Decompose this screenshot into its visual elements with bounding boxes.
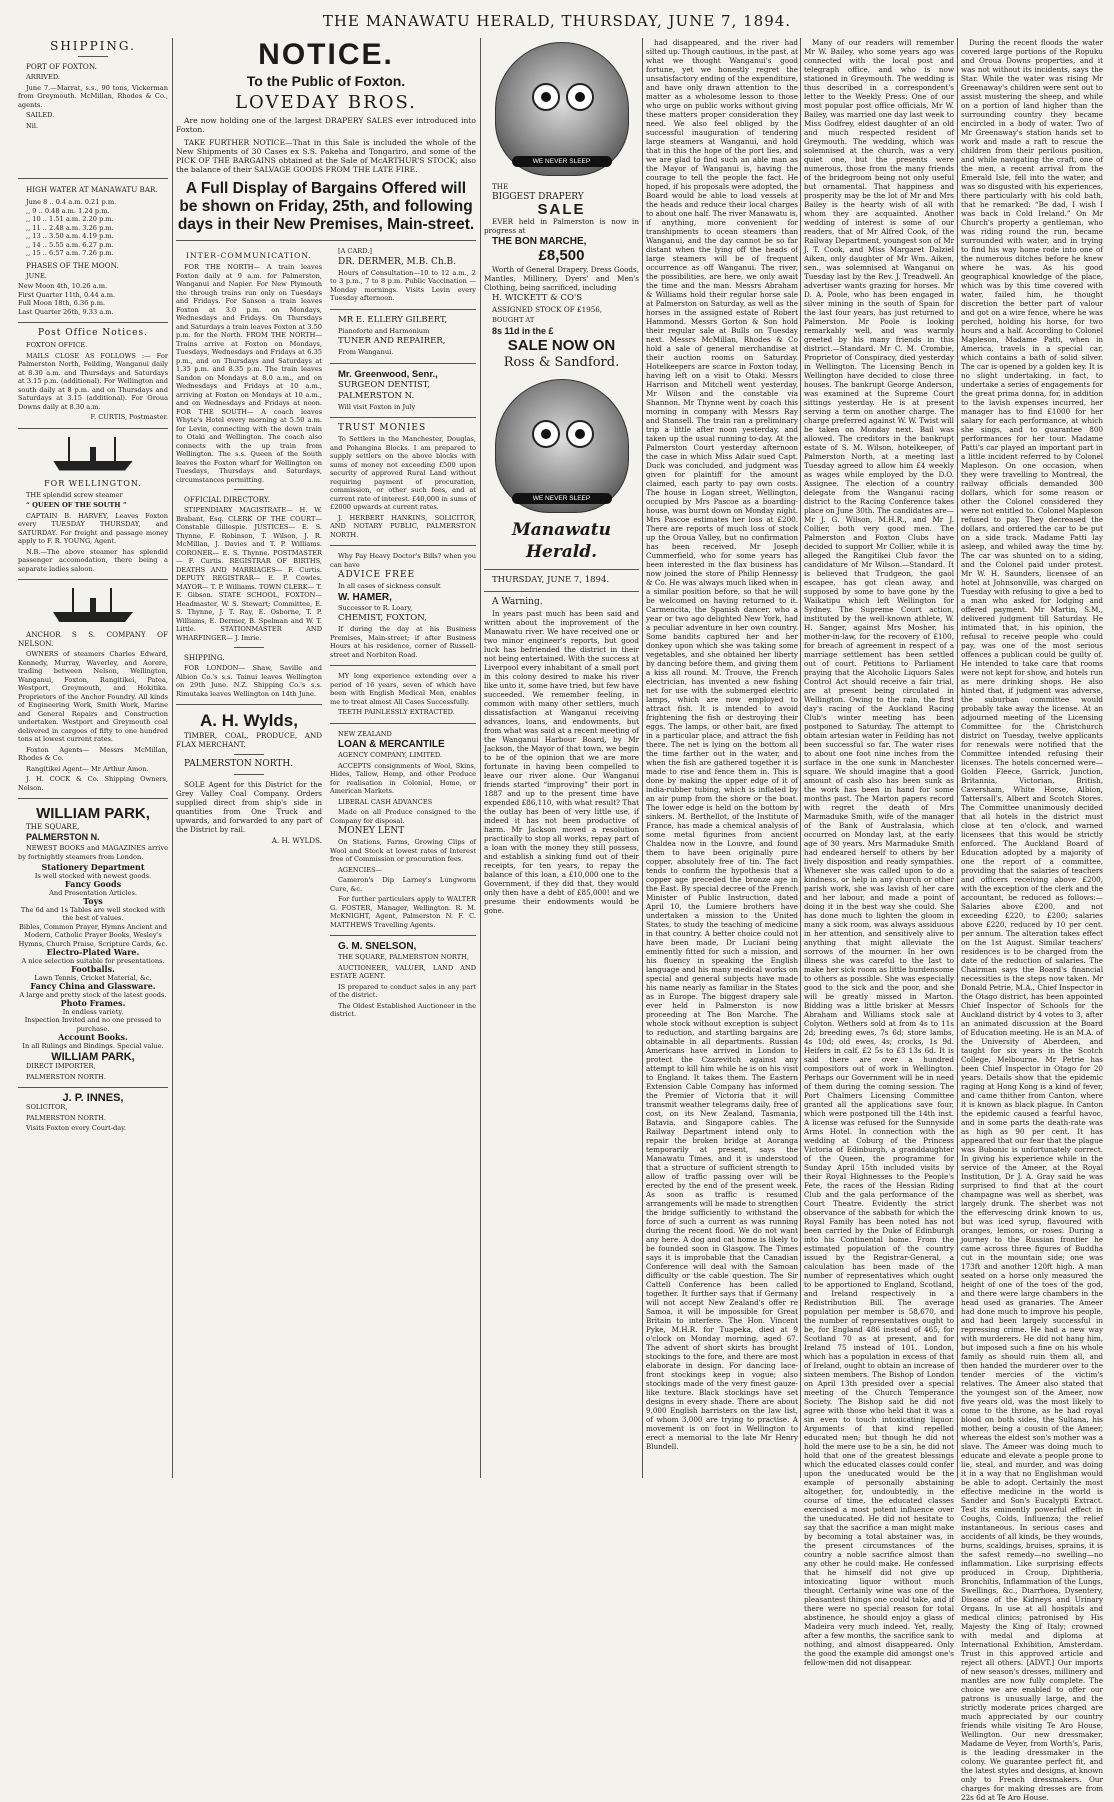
hamer-trade: CHEMIST, FOXTON, xyxy=(338,613,427,623)
shipping-heading: SHIPPING. xyxy=(50,39,136,53)
wickett-price: 8s 11d in the £ xyxy=(492,325,554,336)
paper-title: Manawatu Herald. xyxy=(511,519,612,562)
sale-ever: EVER held in Palmerston is now in progress at xyxy=(484,217,639,235)
loveday-further: TAKE FURTHER NOTICE—That in this Sale is included the whole of the New Shipments of 30 Cases ex S.S. Pakeha and Tongariro, and some of the PICK OF THE BARGAINS obtained at the Sale of McARTHUR'S STOCK; also the balance of their SALVAGE GOODS FROM THE LATE FIRE. xyxy=(176,138,476,174)
masthead: THE MANAWATU HERALD, THURSDAY, JUNE 7, 1894. xyxy=(322,12,792,30)
sale-amount: £8,500 xyxy=(538,247,585,264)
list-item: The 6d and 1s Tables are well stocked with the best of values. xyxy=(20,905,166,922)
moon-month: JUNE. xyxy=(26,271,47,280)
wickett-assigned: ASSIGNED STOCK OF £1956, xyxy=(492,305,603,314)
wylds-heading: A. H. Wylds, xyxy=(200,711,298,730)
agencies-text: Cameron's Dip Larney's Lungworm Cure, &c. xyxy=(330,876,476,893)
gilbert-heading: MR E. ELLERY GILBERT, xyxy=(338,314,448,325)
greenwood-sub: SURGEON DENTIST, xyxy=(338,379,430,390)
anchor-heading: ANCHOR S S. COMPANY OF NELSON. xyxy=(18,630,168,648)
wylds-town: PALMERSTON NORTH. xyxy=(184,759,294,769)
moon-row: Full Moon 18th, 6.36 p.m. xyxy=(18,299,106,307)
steamer-name: “ QUEEN OF THE SOUTH ” xyxy=(26,501,127,509)
trust-text: To Settlers in the Manchester, Douglas, and Pohangina Blocks. I am prepared to supply settlers on the above blocks with sums of money not exceeding £500 upon security of approved Rural Land without requiring payment of procuration, commission, or other such fees, and at current rate of interest. £40,000 in sums of £2000 upwards at current rates. xyxy=(330,435,476,511)
tide-row: June 8 .. 0.4 a.m. 0.21 p.m. xyxy=(26,198,117,206)
divider xyxy=(78,56,108,57)
post-office-sign: F. CURTIS, Postmaster. xyxy=(90,413,168,421)
owl-icon xyxy=(495,42,629,176)
list-item: Fancy China and Glassware. xyxy=(30,981,156,991)
money-heading: MONEY LENT xyxy=(338,826,405,836)
divider xyxy=(18,1087,168,1088)
sale-now-on: SALE NOW ON xyxy=(507,336,616,354)
greenwood-town: PALMERSTON N. xyxy=(338,390,415,401)
divider xyxy=(330,665,476,666)
divider xyxy=(234,489,264,490)
wylds-sub: TIMBER, COAL, PRODUCE, AND FLAX MERCHANT. xyxy=(176,731,322,749)
inter-heading: INTER-COMMUNICATION. xyxy=(186,251,312,260)
column-rule xyxy=(480,38,481,1478)
moon-row: New Moon 4th, 10.26 a.m. xyxy=(18,282,108,290)
loan-text: ACCEPTS consignments of Wool, Skins, Hides, Tallow, Hemp, and other Produce for realisation in Colonial, Home, or American Markets. xyxy=(330,761,476,795)
column-5 xyxy=(804,38,954,1667)
agencies-heading: AGENCIES— xyxy=(338,865,383,874)
snelson-text: IS prepared to conduct sales in any part of the district. xyxy=(330,982,476,999)
gilbert-sub: Pianoforte and Harmonium xyxy=(338,326,430,335)
loan-title-3: AGENCY COMPANY, LIMITED. xyxy=(338,751,443,759)
news-text: During the recent floods the water covered large portions of the Ropuku and Oroua Downs properties, and it was not without its incidents, says the Star. While the water was rising Mr Greenaway's children were sent out to assist mustering the sheep, and while on a portion of land higher than the surrounding country they became encircled in a body of water. Two of Mr Greenaway's station hands set to work and made a raft to rescue the children from their perilous position, and while navigating the craft, one of the men, a recent arrival from the Emerald Isle, fell into the water, and was so disgusted with his experiences, there particularly with his cold bath, that he remarked: “Be dad, I wish I was back in Cold Ireland.” On Mr Church's property a gentleman, who was riding round the run, became surrounded with water, and in trying to find his way home rode into one of the numerous ditches before he knew where he was. As his good geographical knowledge of the place, which was by this time covered with water, failed him, he thought discretion the better part of valour and got on a wire fence, where he was perched, holding his horse, for two hours and a half. According to Colonel Mapleson, Madame Patti, when in America, travels in a special car, which contains a bath of solid silver. The car is opened by a golden key. It is no slight undertaking, in fact, to undertake a series of engagements for the great prima donna, for, in addition to the lavish expenses incurred, her manager has to find £1000 for her salary for each performance, at which she sings, and to guarantee 800 performances for her tour. Madame Patti's car played an important part in a little incident referred to by Colonel Mapleson. On one occasion, when they were travelling to Montreal, the railway officials demanded 300 dollars, which for some reason or other the Colonel considered they were not entitled to. Colonel Mapleson refused to pay. They decreased the dollars, and ordered the car to be put on a side track. Madame Patti lay asleep, and whiled away the time by. The car was shunted on to a siding, and the Colonel paid under protest. Mr W. H. Saunders, licensee of an hotel at Johnsonville, was charged on Tuesday with refusing to give a bed to a man who asked for lodging and offered payment. Mr Martin, S.M., delivered judgment till Saturday. He intimated that, in his opinion, the refusal to receive people who could pay, was one of the most serious offences a publican could be guilty of. He intended to take care that rooms were not kept for show, and hotels run as mere drinking shops. He also hinted that, if judgment was adverse, the suburban committee would probably take away the license. At an adjourned meeting of the Licensing Committee for the Christchurch district on Tuesday, twelve applicants for renewals were notified that the Committee intended refusing their licenses. The hotels concerned were—Golden Fleece, Garrick, Junction, Britannia, Victorian, British, Caversham, White Horse, Albion, Tattersall's, Albert and Scotch Stores. The Committee unanimously decided that all hotels in the district must close at ten o'clock, and warned licensees that this would be strictly enforced. The Auckland Board of Education adopted by a majority of one the report of a committee, providing that the salaries of teachers and officers receiving above £200, with the exception of the clerk and the accountant, be reduced as follows:—Salaries above £200, and not exceeding £220, to £200; salaries above £220, reduced by 10 per cent. per annum. The alteration takes effect on the 1st August. Similar teachers' residences is to be charged from the date of the reduction of salaries. The Chairman says the Board's financial necessities is the steps now taken. Mr Donald Petrie, M.A., Chief Inspector in the Otago district, has been appointed Chief Inspector of Schools for the Auckland district by 4 votes to 3, after an animated discussion at the Board of Education meeting. He is an M.A. of the University of Aberdeen, and taught for six years in the Scotch College, Melbourne. Mr Petrie has been Chief Inspector in Otago for 20 years. Details show that the epidemic raging at Hong Kong is a kind of fever, and came thither from Canton, where it is known as black plague. In Canton the epidemic caused a fearful havoc, and in some parts the death-rate was as high as 90 per cent. It has appeared that our fear that the plague was Bubonic is unfortunately correct. In giving his experience while in the service of the Ameer, at the Royal Institution, Dr J. A. Gray said he was surprised to find that at the court champagne was well as sherbet, was largely drunk. The sherbet was not the effervescing drink known to us, but was iced syrup, flavoured with oranges, lemons, or roses. During a journey to the Russian frontier he came across three figures of Buddha cut in the mountain side; one was 173ft and another 120ft high. A man seated on a horse only measured the height of one of the toes of the god, and there were large chambers in the head used as granaries. The Ameer had done much to improve his people, and had been largely successful in repressing crime. He had a new way with murderers. He did not hang him, but imposed such a fine on his whole family as should ruin them all, and then handed the murderer over to the tender mercies of the victim's relatives. The Ameer also stated that the youngest son of the Ameer, now five years old, was the most likely to come to the throne, as he had royal blood on both sides, the Sultana, his mother, being a cousin of the Ameer, whereas the eldest son's mother was a slave. The Ameer was doing much to educate and elevate a people prone to lie, steal, and murder, and was doing it in a way that no Englishman would be able to adopt. Certainly the most effective medicine in the world is Sander and Son's Eucalypti Extract. Test its eminently powerful effect in Coughs, Colds, Influenza; the relief instantaneous. In serious cases and accidents of all kinds, be they wounds, burns, scaldings, bruises, sprains, it is the safest remedy—no swelling—no inflammation. Like surprising effects produced in Croup, Diphtheria, Bronchitis, Inflammation of the Lungs, Swellings, &c., Diarrhoea, Dysentery, Disease of the Kidneys and Urinary Organs. In use at all hospitals and medical clinics; patronised by His Majesty the King of Italy; crowned with medal and diploma at International Exhibition, Amsterdam. Trust in this approved article and reject all others. [ADVT.] Our imports of new season's dresses, millinery and mantles are now fully complete. The choice we are enabled to offer our patrons is unusually large, and the strictly moderate prices charged are much appreciated by our country friends while visiting Te Aro House, Wellington. Our new dressmaker, Madame de Veyer, from Worth's, Paris, is the leading dressmaker in the colony. We guarantee perfect fit, and the latest styles and designs, at known only to French dressmakers. Our charges for making dresses are from 22s 6d at Te Aro House. xyxy=(961,38,1104,1802)
divider xyxy=(18,428,168,429)
tide-row: ,, 14 .. 5.55 a.m. 6.27 p.m. xyxy=(26,240,114,249)
money-text: On Stations, Farms, Growing Clips of Wool and Stock at lowest rates of Interest free of Commission or procuration fees. xyxy=(330,838,476,863)
column-2-right xyxy=(330,247,476,1021)
gilbert-from: From Wanganui. xyxy=(338,348,394,356)
dermer-card: [A CARD.] xyxy=(338,247,372,255)
arrived-text: June 7.—Marrat, s.s., 90 tons, Vickerman from Greymouth. McMillan, Rhodes & Co., agents. xyxy=(18,83,168,109)
steamer-text: CAPTAIN B. HARVEY, Leaves Foxton every TUESDAY THURSDAY, and SATURDAY. For freight and passage money apply to F. R. YOUNG, Agent. xyxy=(18,511,168,545)
column-2 xyxy=(176,38,476,1478)
loveday-sales: Are now holding one of the largest DRAPERY SALES ever introduced into Foxton. xyxy=(176,116,476,134)
column-4 xyxy=(646,38,798,1478)
park-square: THE SQUARE, xyxy=(26,822,80,831)
steamship-icon xyxy=(48,435,138,475)
divider xyxy=(18,798,168,799)
advice-free: ADVICE FREE xyxy=(338,570,416,580)
list-item: Footballs. xyxy=(71,964,115,974)
list-item: In endless variety. xyxy=(62,1007,124,1016)
news-text: had disappeared, and the river had silted up. Though cautious, in the past, at what we thought Wanganui's good fortune, yet we honestly regret the unsatisfactory ending of the expenditure, and have only drawn attention to the matter as a wholesome lesson to those who urge on public works without giving these matters proper consideration they need. We also feel obliged by the successful inauguration of tendering large steamers at Wanganui, and hold that in this the hope of the port lies, and we are glad to find such an able man as the Mayor of Wanganui is, having the courage to tell the people the fact. He hoped, if his proposals were adopted, the Board would be able to load vessels at the heads and reduce their local charges to about one half. The river Manawatu is, if anything, more convenient for transhipments to ocean steamers than Wanganui, and the day cannot be so far distant when the lying off the heads of large steamers will be of frequent occurrence as off Wanganui. The river, the possibilities, are here, we only await the time and the man. Messrs Abraham & Williams hold their regular horse sale at Palmerston on Saturday, as well as the horses in the assigned estate of Robert Hammond. Messrs Gorton & Son hold their regular sale at Bulls on Tuesday next. Messrs McMillan, Rhodes & Co hold a sale of general merchandise at their auction rooms on Saturday. Hotelkeepers are scarce in Foxton today, having left on a visit to Otaki. Messrs Harrison and Mitchell went yesterday, Mr Wilson and the constable via Shannon. Mr Thynne went by coach this morning in company with Messrs Ray and Stansell. The train ran a preliminary trip a little after noon yesterday, and taken up the usual running to-day. At the Palmerston Court yesterday afternoon the case in which Miss Adair sued Capt. Duck was concluded, and judgment was given for plaintiff for the amount claimed, each party to pay own costs. The house in Logan street, Wellington, occupied by Mrs Pascoe as a boarding-house, was burnt down on Monday night. Mrs Pascoe estimates her loss at £200. There are reports of much loss of stock up the Oroua Valley, but no confirmation has been received. Mr Joseph Cummerfield, who for some years has been interested in the flax business has now joined the store of Philip Hennessy & Co. He was always much liked when in a similar position before, so that he will be welcomed on having returned to it. Carmencita, the Spanish dancer, who a year or two ago delighted New York, had a peculiar adventure in her own country. Some bandits captured her and her donkey upon which she was taking some vegetables, and she obtained her liberty by dancing before them, and giving them a kiss all round. M. Trouve, the French electrician, has invented a new fishing net for use with the submerged electric lamps, which are now employed to attract fish. It is intended to avoid frightening the fish or destroying their eggs. The lamps, or other bait, are fixed in a particular place, and attract the fish there. The net is lying on the bottom all the time farther out in the water, and when the fish are gathered together it is made to rise and fence them in. This is done by making the upper edge of it of india-rubber tubing, which is inflated by an air pump from the shore or the boat. The lower edge is held on the bottom by sinkers. M. Berthellot, of the Institute of France, has made a chemical analysis of some metal figurines from ancient Chaldea now in the Louvre, and found them to have been originally pure copper, absolutely free of tin. The fact tends to confirm the hypothesis that a copper age preceded the bronze age in the East. By special decree of the French Minister of Public Instruction, dated April 10, the Lumiere brothers have undertaken a mission to the United States, to study the teaching of medicine in that country. A better choice could not have been made, Dr Luciani being eminently fitted for such a mission, and his fluency in speaking the English language and his many medical works on special and general subjects have made his name nearly as familiar in the States as in Europe. The biggest drapery sale ever held in Palmerston is now proceeding at The Bon Marche. The whole stock without exception is subject to reduction, and startling bargains are obtainable in all departments. Russian Americans have arrived in London to protect the Czarevitch against any attempt to kill him while he is on his visit to England. It takes them. The Eastern Extension Cable Company has informed the Premier of Victoria that it will transmit weather telegrams daily, free of cost, on its New Zealand, Tasmania, Batavia, and Singapore cables. The Railway Department intend only to repair the broken bridge at Aoranga temporarily at present, says the Manawatu Times, and it is understood that a structure of sufficient strength to allow of traffic passing over will be erected by the end of the present week. As soon as traffic is resumed arrangements will be made to strengthen the bridge sufficiently to withstand the force of such a current as was running during the recent flood. We do not want any here. A dog and cat home is likely to be founded soon in Glasgow. The Times says it is improbable that the Canadian Conference will deal with the Samoan difficulty or the cable question. The Sir Cattell Conference has been called together. It further says that if Germany will not accept New Zealand's offer re Samoa, it will be impossible for Great Britain to interfere. The Hon. Vincent Pyke, M.H.R. for Tuapeka, died at 9 o'clock on Monday morning, aged 67. The advent of short skirts has brought stockings to the fore, and there are most elaborate in design. For dancing lace-front stockings keep in vogue; also stockings made of the very finest gauze-like texture. Black stockings have set designs in every shade. There are about 9,000 English barristers on the law list, of whom 3,000 are trying to practise. A movement is on foot in Wellington to erect a memorial to the late Mr Henry Blundell. xyxy=(646,38,798,1451)
tide-row: ,, 13 .. 3.50 a.m. 4.19 p.m. xyxy=(26,232,114,240)
divider xyxy=(484,591,639,592)
anchor-text: OWNERS of steamers Charles Edward, Kennedy, Murray, Waverley, and Aorere, trading between Nelson, Wellington, Wanganui, Foxton, Rangitikei, Patea, Westport, Greymouth, and Hokitika. Proprietors of the Anchor Foundry. All kinds of Engineering Work, Smith Work, Marine and General Repairs and Construction undertaken. Westport and Greymouth coal delivered in cargoes of fifty to one hundred tons at lowest current rates. xyxy=(18,650,168,743)
divider xyxy=(330,309,476,310)
advice-question: Why Pay Heavy Doctor's Bills? when you can have xyxy=(330,552,476,569)
wickett-bought: BOUGHT AT xyxy=(492,316,535,324)
dermer-heading: DR. DERMER, M.B. Ch.B. xyxy=(338,256,456,267)
greenwood-heading: Mr. Greenwood, Senr., xyxy=(338,368,438,380)
list-item: Fancy Goods xyxy=(64,879,122,889)
snelson-note: The Oldest Established Auctioneer in the district. xyxy=(330,1001,476,1018)
moon-row: Last Quarter 26th, 9.33 a.m. xyxy=(18,307,114,316)
loan-cash: LIBERAL CASH ADVANCES xyxy=(338,797,433,806)
list-item: A nice selection suitable for presentations. xyxy=(21,956,165,965)
wylds-text: SOLE Agent for this District for the Grey Valley Coal Company. Orders supplied direct from ship's side in quantities from One Truck and upwards, and forwarded to any part of the District by rail. xyxy=(176,780,322,834)
divider xyxy=(234,754,264,755)
trust-heading: TRUST MONIES xyxy=(338,423,427,433)
wellington-heading: FOR WELLINGTON. xyxy=(44,478,142,488)
owl-banner: WE NEVER SLEEP xyxy=(512,493,612,504)
innes-sub: SOLICITOR, xyxy=(26,1103,68,1111)
moon-heading: PHASES OF THE MOON. xyxy=(26,260,119,270)
wickett-heading: H. WICKETT & CO'S xyxy=(492,293,583,303)
advice-cases: In all cases of sickness consult xyxy=(338,582,441,590)
list-item: Photo Frames. xyxy=(60,998,126,1008)
loan-title-2: LOAN & MERCANTILE xyxy=(338,739,445,750)
column-1 xyxy=(18,38,168,1478)
list-item: Is well stocked with newest goods. xyxy=(34,871,152,880)
trust-sign: J. HERBERT HANKINS, SOLICITOR, AND NOTARY PUBLIC, PALMERSTON NORTH. xyxy=(330,513,476,539)
hamer-text: If during the day at his Business Premises, Main-street; if after Business Hours at his residence, corner of Russell-street and Norbiton Road. xyxy=(330,625,476,659)
anchor-sign: J. H. COCK & Co. Shipping Owners, Nelson. xyxy=(18,775,168,792)
greenwood-note: Will visit Foxton in July xyxy=(338,402,416,411)
snelson-heading: G. M. SNELSON, xyxy=(338,941,417,952)
loan-cash-text: Made on all Produce consigned to the Company for disposal. xyxy=(330,808,476,825)
list-item: Toys xyxy=(83,896,103,906)
list-item: In all Rulings and Bindings. Special value. xyxy=(22,1041,164,1050)
tide-row: ,, 15 .. 6.57 a.m. 7.26 p.m. xyxy=(26,249,114,257)
sale-the: THE xyxy=(492,182,509,191)
teeth-text: MY long experience extending over a period of 16 years, seven of which have been with English Medical Men, enables me to treat almost All Cases Successfully. xyxy=(330,672,476,706)
post-office-text: MAILS CLOSE AS FOLLOWS :— For Palmerston North, Feilding, Wanganui daily at 8.30 a.m. and Thursdays and Saturdays at 3.15 p.m. (additional). For Wellington and south daily at 8 p.m. and on Thursdays and Saturdays at 3.15 (additional). For Oroua Downs daily at 8.30 a.m. xyxy=(18,351,168,411)
bon-marche: THE BON MARCHE, xyxy=(492,236,587,247)
dermer-text: Hours of Consultation—10 to 12 a.m., 2 to 3 p.m., 7 to 8 p.m. Public Vaccination — Monday mornings. Visits Levin every Tuesday afternoon. xyxy=(330,268,476,302)
park-sign-town: PALMERSTON NORTH. xyxy=(26,1072,106,1081)
loveday-heading: LOVEDAY BROS. xyxy=(235,92,417,113)
tide-row: ,, 10 .. 1.51 a.m. 2.20 p.m. xyxy=(26,215,114,223)
hamer-sub: Successor to R. Loary, xyxy=(338,603,413,612)
divider xyxy=(330,363,476,364)
park-list xyxy=(18,863,168,1050)
arrived-label: ARRIVED. xyxy=(26,73,61,81)
sale-heading: SALE xyxy=(537,201,586,218)
loveday-display: A Full Display of Bargains Offered will be shown on Friday, 25th, and following days in their New Premises, Main-street. xyxy=(177,180,475,233)
park-town: PALMERSTON N. xyxy=(26,832,100,842)
post-office-heading: Post Office Notices. xyxy=(38,328,148,338)
gilbert-trade: TUNER AND REPAIRER, xyxy=(338,336,446,346)
snelson-trade: AUCTIONEER, VALUER, LAND AND ESTATE AGENT. xyxy=(330,963,476,980)
tide-row: ,, 11 .. 2.48 a.m. 3.26 p.m. xyxy=(26,223,114,232)
loan-particulars: For further particulars apply to WALTER G. FOSTER, Manager, Wellington. R. M. McKNIGHT, Agent, Palmerston N. F. C. MATTHEWS Travelling Agents. xyxy=(330,895,476,929)
steamer-intro: THE splendid screw steamer xyxy=(26,490,123,499)
park-sign-sub: DIRECT IMPORTER, xyxy=(26,1062,96,1070)
column-3 xyxy=(484,38,639,1478)
sale-worth: Worth of General Drapery, Dress Goods, Mantles, Millinery, Dyers' and Men's Clothing, being sacrificed, including xyxy=(484,265,639,292)
column-rule xyxy=(642,38,643,1478)
column-rule xyxy=(172,38,173,1478)
park-heading: WILLIAM PARK, xyxy=(36,805,150,822)
divider xyxy=(484,569,639,570)
moon-list xyxy=(18,282,168,316)
divider xyxy=(18,322,168,323)
column-rule xyxy=(800,38,801,1478)
list-item: Account Books. xyxy=(58,1032,128,1042)
innes-town: PALMERSTON NORTH. xyxy=(26,1113,106,1122)
sale-biggest: BIGGEST DRAPERY xyxy=(492,192,584,202)
park-sign: WILLIAM PARK, xyxy=(51,1051,135,1063)
list-item: Inspection Invited and no one pressed to purchase. xyxy=(24,1016,162,1033)
column-2-left xyxy=(176,247,322,1021)
divider xyxy=(330,417,476,418)
divider xyxy=(176,240,476,241)
divider xyxy=(18,579,168,580)
sailed-label: SAILED. xyxy=(26,111,55,119)
list-item: Bibles, Common Prayer, Hymns Ancient and Modern, Catholic Prayer Books, Wesley's Hymns, Church Praise, Scripture Cards, &c. xyxy=(18,922,168,948)
steamer-note: N.B.—The above steamer has splendid passenger accomodation, there being a separate ladies saloon. xyxy=(18,547,168,573)
official-heading: OFFICIAL DIRECTORY. xyxy=(184,495,271,504)
warning-heading: A Warning. xyxy=(492,596,543,607)
notice-heading: NOTICE. xyxy=(258,38,394,71)
post-office-sub: FOXTON OFFICE. xyxy=(26,341,88,349)
tide-table xyxy=(26,198,168,258)
news-text: Many of our readers will remember Mr W. Bailey, who some years ago was connected with the local post and telegraph office, and who is now stationed in Greymouth. The wedding is thus described in a correspondent's letter to the Weekly Press: One of our most popular post office officials, Mr W. Bailey, was married one day last week to Miss Godfrey, eldest daughter of an old and much respected resident of Greymouth. The wedding, which was solemnised at the church, was a very quiet one, but the presents were numerous, those from the many friends of the bridegroom being not only useful but ornamental. That happiness and prosperity may be the lot of Mr and Mrs Bailey is the hearty wish of all with whom they are acquainted. Another wedding of interest is some of our readers, that of Mr Alfred Cook, of the Railway Department, youngest son of Mr J. T. Cook, and Miss Margaret Dalziel Aiken, only daughter of Mr Wm. Aiken, sen., was solemnised at Wanganui on Tuesday last by the Rev. J. Treadwell. An advertiser wants grazing for horses. Mr D. A. Poole, who has been engaged in silver mining in the south of Spain for the last four years, has just returned to Palmerston. Mr Poole is looking remarkably well, and was warmly greeted by his many friends in this district.—Standard. Mr C. M. Crombie, Proprietor of Conspiracy, died yesterday in Wellington. The Licensing Bench in Wellington have decided to close three houses. The bankrupt George Anderson, was examined at the Supreme Court sittings yesterday. He is at present serving a term on another charge. The charge preferred against W. W. Twist will be taken on Monday next. Bail was allowed. The creditors in the bankrupt estate of S. M. Wilson, hotelkeeper, of Palmerston North, at a meeting last Tuesday agreed to allow him £4 weekly as wages while employed by the D.O. Assignee. The election of a country delegate from the Wanganui racing district to the Racing Conference takes place on June 30th. The candidates are—Mr J. G. Wilson, M.H.R., and Mr J. Collier, both very good men. The Palmerston and Foxton Clubs have decided to support Mr Collier, while it is alleged the Rangitikei Club favor the candidature of Mr Wilson.—Standard. It is believed that Trudgeon, the gaol escapee, has got clean away, and supposed by some to have gone by the Waikatipu which left Wellington for Sydney. The Supreme Court action, instituted by the well-known athlete, W. H. Sanger, against Mrs Mosher, his mother-in-law, for the recovery of £100, for breach of agreement in respect of a marriage settlement has been settled out of court. Petitions to Parliament praying that the Alcoholic Liquors Sales Control Act should receive a fair trial, are at present being circulated in Wellington. Owing to the rain, the first day's racing of the Auckland Racing Club's winter meeting has been postponed to Saturday. The attempt to obtain artesian water in Feilding has not been successful so far. The water rises to about one foot nine inches from the surface in the one sunk in Manchester square. We should imagine that a good amount of cash also has been sunk as the work has been in hand for some months past. The Marton papers record with regret the death of Mrs Marmaduke Smith, wife of the manager of the Bank of Australasia, which occurred on Monday last, at the early age of 30 years. Mrs Marmaduke Smith had endeared herself to others by her lively disposition and ready sympathies. Whenever she was called upon to do a kindness, or help in any church or other parish work, she was lavish of her care and her labour, and made a point of doing it in the best way she could. She has done much to lighten the gloom in many a sick room, was always assiduous in her attention, and sensitively alive to anything that might alleviate the sorrows of the mourner. In her own illness she was careful to the last to make her sick room as little burdensome to others as possible. She was especially good to the sick and the poor, and she will be greatly missed in Marton. Bidding was a little brisker at Messrs Abraham and Williams stock sale at Colyton. Wethers sold at from 4s to 11s 2d; breeding ewes, 7s 6d; store lambs, 4s 10d; old ewes, 4s; crocks, 1s 9d. Heifers in calf, £2 5s to £3 13s 6d. It is said there are over a hundred compositors out of work in Wellington. Perhaps our Government will be in need of them during the coming session. The Port Chalmers Licensing Committee granted all the applications save four, which were postponed till the 14th inst. A license was refused for the Sunnyside Arms Hotel. In connection with the wedding at Coburg of the Princess Victoria of Edinburgh, a granddaughter of the Queen, the programme for Sunday April 15th included visits by their Royal Highnesses to the People's Fete, the races of the Hessian Riding Club and the gala performance of the Court Theatre. Evidently the strict observance of the sabbath for which the Royal Family has been noted has not been carried by the Duke of Edinburgh into his Continental home. From the estimated population of the country issued by the Registrar-General, a calculation has been made of the number of representatives which ought to be apportioned to England, Scotland, and Ireland respectively in a Redistribution Bill. The average population per member is 58,670, and the number of representatives ought to be, for England 486 instead of 465, for Scotland 70 as at present, and for Ireland 75 instead of 101. London, which has a population in excess of that of Ireland, ought to obtain an increase of sixteen members. The Bishop of London on April 13th presided over a special meeting of the Church Temperance Society. The Bishop said he did not agree with those who held that it was a sin even to touch intoxicating liquor. Arguments of that kind repelled educated men; but though he did not hold the mere use to be a sin, he did not hold that one of the greatest blessings which the educated classes could confer upon the uneducated would be the example of personally abstaining altogether, for, undoubtedly, in the course of time, the educated classes exercised a most potent influence over the uneducated. He did not hesitate to say that the sacrifice a man might make by becoming a total abstainer was, in the present circumstances of the country a noble sacrifice almost than any other he could make. He confessed that he himself did not give up intoxicating liquor without much thought. Certainly wine was one of the pleasantest things one could take, and if there were no special reason for total abstinence, he should enjoy a glass of Madeira very much indeed. Yet, really, after a few months, the sacrifice sank to nothing, and almost disappeared. Only the good the example did amongst one's fellow-men did not disappear. xyxy=(804,38,954,1667)
port-heading: PORT OF FOXTON. xyxy=(26,62,97,71)
column-6 xyxy=(961,38,1104,1802)
tide-heading: HIGH WATER AT MANAWATU BAR. xyxy=(26,185,158,194)
innes-heading: J. P. INNES, xyxy=(62,1092,124,1104)
wylds-sign: A. H. WYLDS. xyxy=(271,836,322,845)
anchor-agents: Foxton Agents— Messrs McMillan, Rhodes & Co. xyxy=(18,745,168,762)
teeth-extract: TEETH PAINLESSLY EXTRACTED. xyxy=(338,708,455,716)
list-item: Stationery Department xyxy=(41,862,145,872)
shipping-text-2: FOR LONDON— Shaw, Saville and Albion Co.'s s.s. Tainui leaves Wellington on 29th June. N.Z. Shipping Co.'s s.s. Rimutaka leaves Wellington on 14th June. xyxy=(176,664,322,698)
list-item: Electro-Plated Ware. xyxy=(46,947,140,957)
divider xyxy=(234,647,264,648)
official-text: STIPENDIARY MAGISTRATE— H. W. Brabant, Esq. CLERK OF THE COURT— Constable Gillespie. JUSTICES— E. S. Thynne, F. Robinson, T. Wilson, J. R. McMillan, J. Davies and T. P. Williams. CORONER— E. S. Thynne. POSTMASTER— F. Curtis. REGISTRAR OF BIRTHS, DEATHS AND MARRIAGES— F. Curtis. DEPUTY REGISTRAR— E. P. Cowles. MAYOR— T. P. Williams. TOWN CLERK— T. F. Gibson. STATE SCHOOL, FOXTON— Headmaster, W. S. Stewart; Committee, E. S. Thynne, J. T. Ray, E. Osborne, T. P. Williams, E. Dermer, B. Spelman and W. T. Little. STATIONMASTER AND WHARFINGER— J. Imrie. xyxy=(176,506,322,642)
inter-text: FOR THE NORTH— A train leaves Foxton daily at 9 a.m. for Palmerston, Wanganui and Napier. For New Plymouth the through trains run only on Tuesdays and Fridays. For Sanson a train leaves Foxton at 3.0 p.m. on Mondays, Wednesdays and Fridays. On Thursdays and Saturdays a train leaves Foxton at 3.50 p.m. for the North. FROM THE NORTH— Trains arrive at Foxton on Mondays, Tuesdays, Wednesdays and Fridays at 6.35 p.m., and on Thursdays and Saturdays at 1.35 p.m. and 8.35 p.m. The train leaves Sandon on Mondays at 8.0 a.m., and on Wednesdays and Fridays at 10 a.m., arriving at Foxton on Mondays at 10 a.m., and on Wednesdays and Fridays at noon. FOR THE SOUTH— A coach leaves Whyte's Hotel every morning at 5.50 a.m. for Levin, connecting with the down train to Otaki and Wellington. The coach also connects with the up train from Wellington. The s.s. Queen of the South leaves the Foxton wharf for Wellington on Tuesdays, Thursdays and Saturdays, circumstances permitting. xyxy=(176,263,322,484)
divider xyxy=(330,545,476,546)
divider xyxy=(18,178,168,179)
warning-text: In years past much has been said and written about the improvement of the Manawatu river. We have received one or two minor engineer's reports, but good luck has befriended the district in their not being entertained. With the success at Liverpool every inhabitant of a small port in this colony desired to make his river like unto it, some have tried, but few have succeeded. We remember feeling, in common with many other settlers, much dissatisfaction at Wanganui receiving advances, loans, and endowments, but from what was said at a recent meeting of the Wanganui Harbour Board, by Mr Jackson, the Mayor of that town, we begin to be of the opinion that we are more fortunate in having been compelled to leave our river alone. Our Wanganui friends started “improving” their port in 1887 and up to the present time have expended £86,110, with what result? That the outlay has been of very little use, if indeed it has not been productive of harm. Mr Jackson moved a resolution practically to stop all works, repay part of a loan with the money they still possess, and establish a sinking fund out of their receipts, for ten years, to repay the balance of this loan, a £10,000 one to the Government, if they did that, they would only then have a debt of £85,000! and we presume their endowments would be gone. xyxy=(484,608,639,915)
list-item: Lawn Tennis, Cricket Material, &c. xyxy=(34,973,152,982)
list-item: A large and pretty stock of the latest goods. xyxy=(19,990,167,999)
owl-icon xyxy=(495,379,629,513)
divider xyxy=(176,704,322,705)
park-text: NEWEST BOOKS and MAGAZINES arrive by fortnightly steamers from London. xyxy=(18,844,168,861)
snelson-sub: THE SQUARE, PALMERSTON NORTH, xyxy=(338,953,470,961)
hamer-heading: W. HAMER, xyxy=(338,591,392,603)
paper-date: THURSDAY, JUNE 7, 1894. xyxy=(492,574,610,585)
shipping-heading-2: SHIPPING. xyxy=(184,653,225,662)
innes-note: Visits Foxton every Court-day. xyxy=(26,1124,127,1132)
tide-row: ,, 9 .. 0.48 a.m. 1.24 p.m. xyxy=(26,206,110,215)
divider xyxy=(330,723,476,724)
column-rule xyxy=(957,38,958,1478)
divider xyxy=(234,774,264,775)
moon-row: First Quarter 11th, 0.44 a.m. xyxy=(18,290,116,299)
anchor-rangitikei: Rangitikei Agent— Mr Arthur Amon. xyxy=(26,764,149,773)
list-item: And Presentation Articles. xyxy=(49,888,137,897)
loan-title-1: NEW ZEALAND xyxy=(338,729,392,738)
sailed-text: Nil. xyxy=(26,121,39,130)
divider xyxy=(330,935,476,936)
owl-banner: WE NEVER SLEEP xyxy=(512,156,612,167)
ross-sandford: Ross & Sandford. xyxy=(503,354,620,370)
public-heading: To the Public of Foxton. xyxy=(246,73,406,89)
steamship-icon xyxy=(48,586,138,626)
